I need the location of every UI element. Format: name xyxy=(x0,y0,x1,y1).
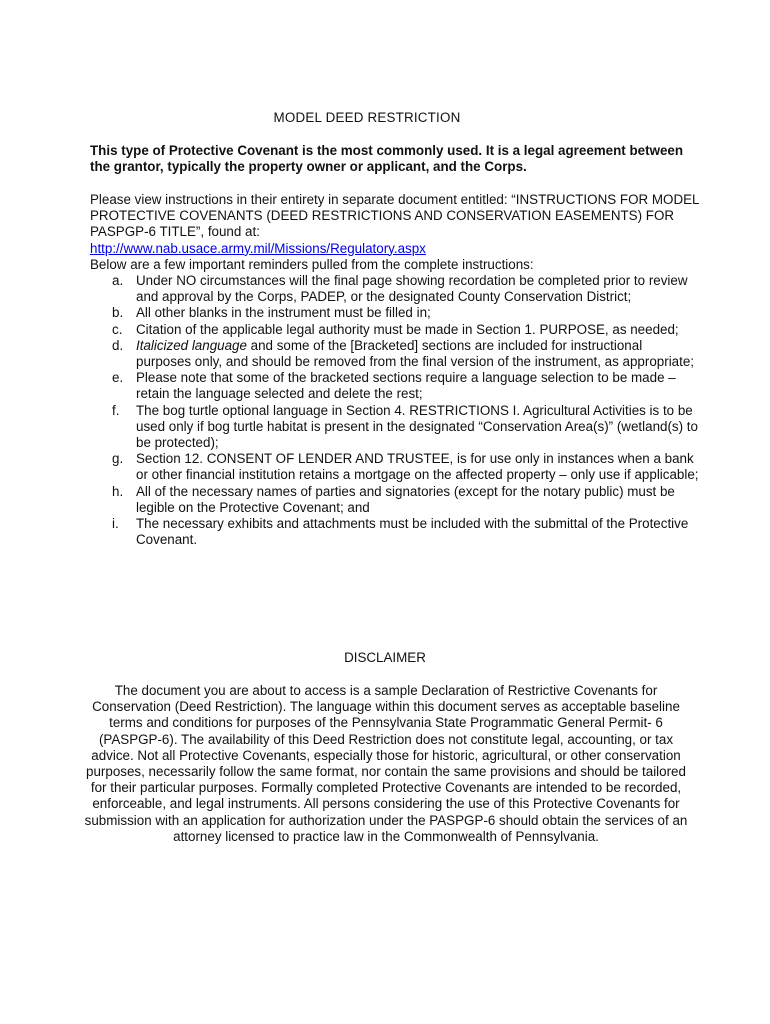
disclaimer-title: DISCLAIMER xyxy=(344,650,426,665)
list-marker: g. xyxy=(112,451,124,467)
list-item-text: and some of the [Bracketed] sections are included for instructional purposes only, and should be removed from the final version of the instrument, as appropriate; xyxy=(136,337,695,370)
list-item xyxy=(90,484,700,516)
list-item xyxy=(90,451,700,483)
list-item xyxy=(90,322,700,338)
list-item xyxy=(90,305,700,321)
list-item xyxy=(90,370,700,402)
list-marker: h. xyxy=(112,483,124,499)
list-item xyxy=(90,403,700,452)
disclaimer-paragraph: The document you are about to access is a sample Declaration of Restrictive Covenants for Conservation (Deed Restriction). The language within this document serves as acceptable baseline terms and conditions for purposes of the Pennsylvania State Programmatic General Permit- 6 (PASPGP-6). The availability of this Deed Restriction does not constitute legal, accounting, or tax advice. Not all Protective Covenants, especially those for historic, agricultural, or other conservation purposes, necessarily follow the same format, nor contain the same provisions and should be tailored for their particular purposes. Formally completed Protective Covenants are intended to be recorded, enforceable, and legal instruments. All persons considering the use of this Protective Covenants for submission with an application for authorization under the PASPGP-6 should obtain the services of an attorney licensed to practice law in the Commonwealth of Pennsylvania. xyxy=(84,683,688,844)
list-item-text: All other blanks in the instrument must be filled in; xyxy=(136,305,431,321)
list-item xyxy=(90,273,700,305)
intro-paragraph: Please view instructions in their entirety in separate document entitled: “INSTRUCTIONS FOR MODEL PROTECTIVE COVENANTS (DEED RESTRICTIONS AND CONSERVATION EASEMENTS) FOR PASPGP-6 TITLE”, found at: xyxy=(90,192,699,240)
list-item-text: Citation of the applicable legal authority must be made in Section 1. PURPOSE, as needed; xyxy=(136,321,679,337)
list-marker: b. xyxy=(112,305,124,321)
list-marker: e. xyxy=(112,370,124,386)
reminders-heading: Below are a few important reminders pulled from the complete instructions: xyxy=(90,256,534,272)
list-item-text: The bog turtle optional language in Section 4. RESTRICTIONS I. Agricultural Activities is to be used only if bog turtle habitat is present in the designated “Conservation Area(s)” (wetland(s) to be protected); xyxy=(136,402,698,451)
list-item-text: The necessary exhibits and attachments must be included with the submittal of the Protective Covenant. xyxy=(136,516,689,548)
list-item xyxy=(90,516,700,548)
italic-phrase: Italicized language xyxy=(136,337,247,353)
list-item-text: Section 12. CONSENT OF LENDER AND TRUSTEE, is for use only in instances when a bank or other financial institution retains a mortgage on the affected property – only use if applicable; xyxy=(136,451,699,483)
list-marker: d. xyxy=(112,337,124,353)
document-title: MODEL DEED RESTRICTION xyxy=(273,110,461,125)
regulatory-link[interactable]: http://www.nab.usace.army.mil/Missions/Regulatory.aspx xyxy=(90,240,426,256)
list-marker: c. xyxy=(112,321,123,337)
list-marker: f. xyxy=(112,402,120,418)
lead-paragraph: This type of Protective Covenant is the most commonly used. It is a legal agreement between the grantor, typically the property owner or applicant, and the Corps. xyxy=(90,143,684,175)
reminders-list xyxy=(90,273,700,548)
instructions-block xyxy=(90,192,700,548)
list-item xyxy=(90,338,700,370)
list-marker: i. xyxy=(112,516,119,532)
list-item-text: Under NO circumstances will the final page showing recordation be completed prior to review and approval by the Corps, PADEP, or the designated County Conservation District; xyxy=(136,273,688,305)
list-marker: a. xyxy=(112,273,124,289)
list-item-text: All of the necessary names of parties and signatories (except for the notary public) must be legible on the Protective Covenant; and xyxy=(136,483,675,515)
list-item-text: Please note that some of the bracketed sections require a language selection to be made – retain the language selected and delete the rest; xyxy=(136,370,676,402)
